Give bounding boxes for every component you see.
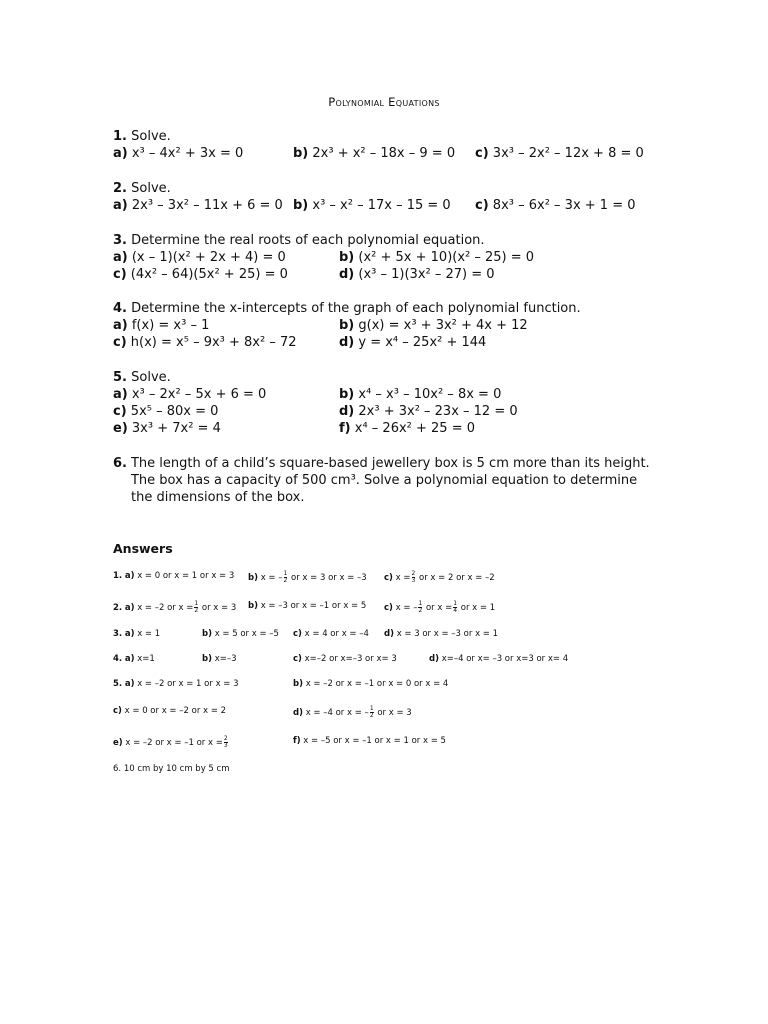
answer-1 xyxy=(113,571,673,582)
question-row xyxy=(113,266,673,283)
question-prompt: Determine the x-intercepts of the graph of each polynomial function. xyxy=(131,301,581,316)
answer-number: 2. xyxy=(113,603,123,613)
answer-text: or x = 3 xyxy=(377,708,412,718)
question-number: 2. xyxy=(113,181,127,196)
part-label: c) xyxy=(293,654,302,664)
part-label: e) xyxy=(113,421,128,436)
answer-text: x = –5 or x = –1 or x = 1 or x = 5 xyxy=(303,736,446,746)
question-prompt: Determine the real roots of each polynomial equation. xyxy=(131,233,485,248)
page-title: Polynomial Equations xyxy=(328,95,440,109)
part-label: a) xyxy=(113,387,128,402)
part-label: d) xyxy=(339,404,355,419)
question-4 xyxy=(113,300,673,351)
answer-text: x = – xyxy=(260,573,283,583)
part-label: c) xyxy=(384,603,393,613)
part-label: b) xyxy=(293,679,303,689)
answer-text: x = –2 or x = –1 or x = xyxy=(125,738,223,748)
fraction: $\frac{1}{2}$ xyxy=(283,570,288,584)
answer-text: x = 3 or x = –3 or x = 1 xyxy=(396,629,499,639)
part-label: b) xyxy=(339,250,355,265)
part-label: e) xyxy=(113,738,123,748)
answer-text: or x = 3 or x = –3 xyxy=(291,573,367,583)
answer-text: x = – xyxy=(395,603,418,613)
answer-number: 6. xyxy=(113,764,122,774)
part-label: b) xyxy=(293,198,309,213)
equation: 3x³ – 2x² – 12x + 8 = 0 xyxy=(492,146,644,161)
question-row xyxy=(113,386,673,403)
answer-text: x = –3 or x = –1 or x = 5 xyxy=(260,601,367,611)
part-label: a) xyxy=(124,629,135,639)
part-label: c) xyxy=(113,404,127,419)
answer-text: x = –2 or x = xyxy=(137,603,194,613)
equation: f(x) = x³ – 1 xyxy=(131,318,210,333)
equation: x⁴ – x³ – 10x² – 8x = 0 xyxy=(358,387,502,402)
answer-number: 3. xyxy=(113,629,123,639)
answer-5ab xyxy=(113,679,673,690)
answer-text: x=–3 xyxy=(214,654,237,664)
part-label: d) xyxy=(339,267,355,282)
answer-text: 10 cm by 10 cm by 5 cm xyxy=(123,764,230,774)
fraction: $\frac{2}{3}$ xyxy=(223,735,228,749)
part-label: a) xyxy=(113,250,128,265)
answer-text: x = –2 or x = 1 or x = 3 xyxy=(137,679,239,689)
part-label: c) xyxy=(384,573,393,583)
equation: 5x⁵ – 80x = 0 xyxy=(130,404,219,419)
part-label: c) xyxy=(475,146,489,161)
equation: (x³ – 1)(3x² – 27) = 0 xyxy=(358,267,495,282)
answer-text: x = 1 xyxy=(137,629,161,639)
question-number: 1. xyxy=(113,129,127,144)
fraction: $\frac{1}{2}$ xyxy=(418,600,423,614)
part-label: a) xyxy=(124,603,135,613)
part-label: a) xyxy=(113,198,128,213)
answer-text: x=–4 or x= –3 or x=3 or x= 4 xyxy=(441,654,569,664)
answer-3 xyxy=(113,629,673,640)
part-label: d) xyxy=(429,654,439,664)
answer-text: x = 4 or x = –4 xyxy=(304,629,369,639)
part-label: b) xyxy=(202,629,212,639)
answer-text: x=–2 or x=–3 or x= 3 xyxy=(304,654,397,664)
question-1 xyxy=(113,128,673,162)
part-label: b) xyxy=(339,318,355,333)
part-label: c) xyxy=(113,706,122,716)
question-5 xyxy=(113,369,673,437)
question-6 xyxy=(113,455,658,506)
answer-2 xyxy=(113,601,673,612)
answer-4 xyxy=(113,654,673,665)
part-label: f) xyxy=(339,421,351,436)
part-label: b) xyxy=(248,601,258,611)
equation: g(x) = x³ + 3x² + 4x + 12 xyxy=(358,318,528,333)
fraction: $\frac{2}{3}$ xyxy=(411,570,416,584)
question-row xyxy=(113,403,673,420)
part-label: d) xyxy=(293,708,303,718)
equation: h(x) = x⁵ – 9x³ + 8x² – 72 xyxy=(130,335,297,350)
answer-number: 4. xyxy=(113,654,123,664)
answer-text: x = 0 or x = –2 or x = 2 xyxy=(124,706,226,716)
part-label: c) xyxy=(293,629,302,639)
answer-6 xyxy=(113,764,673,775)
part-label: d) xyxy=(384,629,394,639)
equation: x⁴ – 26x² + 25 = 0 xyxy=(354,421,475,436)
question-3 xyxy=(113,232,673,283)
answers-heading: Answers xyxy=(113,541,173,556)
part-label: b) xyxy=(202,654,212,664)
part-label: a) xyxy=(124,571,135,581)
question-row xyxy=(113,334,673,351)
part-label: f) xyxy=(293,736,301,746)
equation: (x² + 5x + 10)(x² – 25) = 0 xyxy=(358,250,535,265)
answer-text: x = 5 or x = –5 xyxy=(214,629,279,639)
answer-text: or x = 2 or x = –2 xyxy=(419,573,495,583)
answer-text: or x = 3 xyxy=(201,603,237,613)
answer-number: 1. xyxy=(113,571,123,581)
answer-text: x = –4 or x = – xyxy=(305,708,369,718)
equation: x³ – 4x² + 3x = 0 xyxy=(131,146,244,161)
part-label: c) xyxy=(113,267,127,282)
question-prompt: Solve. xyxy=(131,181,171,196)
question-number: 3. xyxy=(113,233,127,248)
fraction: $\frac{1}{2}$ xyxy=(369,705,374,719)
answer-number: 5. xyxy=(113,679,123,689)
question-row xyxy=(113,317,673,334)
equation: 2x³ + 3x² – 23x – 12 = 0 xyxy=(358,404,518,419)
equation: y = x⁴ – 25x² + 144 xyxy=(358,335,487,350)
part-label: d) xyxy=(339,335,355,350)
question-prompt: Solve. xyxy=(131,129,171,144)
question-row xyxy=(113,249,673,266)
answer-text: or x = 1 xyxy=(460,603,496,613)
equation: (x – 1)(x² + 2x + 4) = 0 xyxy=(131,250,286,265)
answer-text: or x = xyxy=(425,603,453,613)
question-row xyxy=(113,145,673,162)
fraction: $\frac{1}{2}$ xyxy=(194,600,199,614)
equation: x³ – 2x² – 5x + 6 = 0 xyxy=(131,387,267,402)
part-label: b) xyxy=(339,387,355,402)
part-label: a) xyxy=(113,146,128,161)
answer-5ef xyxy=(113,736,673,747)
question-number: 6. xyxy=(113,456,127,471)
equation: 8x³ – 6x² – 3x + 1 = 0 xyxy=(492,198,636,213)
part-label: c) xyxy=(475,198,489,213)
equation: x³ – x² – 17x – 15 = 0 xyxy=(312,198,451,213)
answer-text: x = xyxy=(395,573,411,583)
question-row xyxy=(113,197,673,214)
equation: (4x² – 64)(5x² + 25) = 0 xyxy=(130,267,288,282)
equation: 3x³ + 7x² = 4 xyxy=(131,421,221,436)
question-row xyxy=(113,420,673,437)
question-number: 4. xyxy=(113,301,127,316)
answer-text: x=1 xyxy=(137,654,155,664)
question-prompt: The length of a child’s square-based jewellery box is 5 cm more than its height. The box has a capacity of 500 cm³. Solve a polynomial equation to determine the dimensions of the box. xyxy=(130,456,650,505)
fraction: $\frac{1}{4}$ xyxy=(453,600,458,614)
part-label: a) xyxy=(124,679,135,689)
part-label: a) xyxy=(124,654,135,664)
question-2 xyxy=(113,180,673,214)
part-label: b) xyxy=(248,573,258,583)
equation: 2x³ + x² – 18x – 9 = 0 xyxy=(312,146,456,161)
part-label: b) xyxy=(293,146,309,161)
answer-text: x = 0 or x = 1 or x = 3 xyxy=(137,571,235,581)
part-label: a) xyxy=(113,318,128,333)
equation: 2x³ – 3x² – 11x + 6 = 0 xyxy=(131,198,283,213)
answer-text: x = –2 or x = –1 or x = 0 or x = 4 xyxy=(305,679,449,689)
question-prompt: Solve. xyxy=(131,370,171,385)
part-label: c) xyxy=(113,335,127,350)
answer-5cd xyxy=(113,706,673,717)
question-number: 5. xyxy=(113,370,127,385)
